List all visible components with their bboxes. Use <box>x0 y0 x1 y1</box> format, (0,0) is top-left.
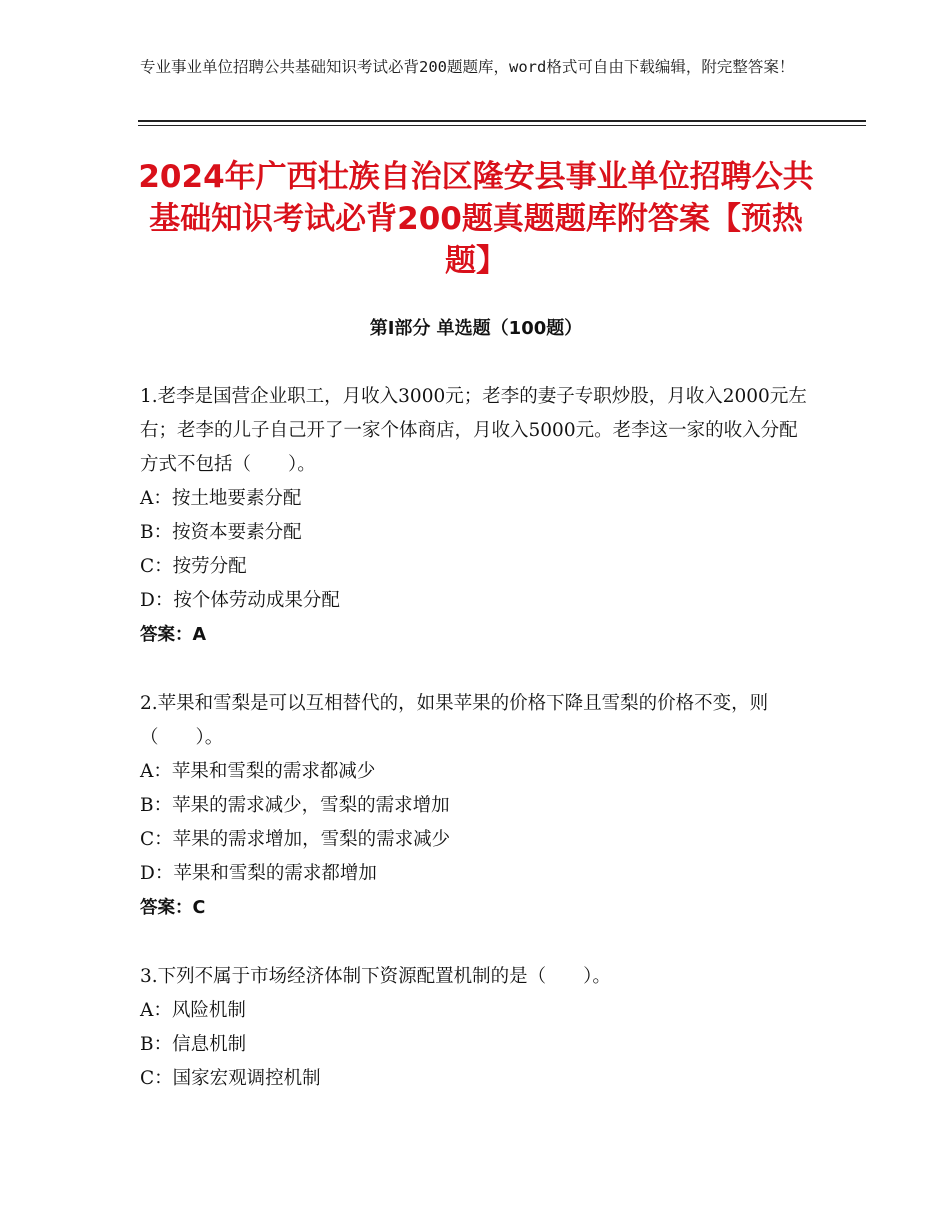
option-a: A：风险机制 <box>140 1000 246 1021</box>
option-c: C：按劳分配 <box>140 556 247 577</box>
option-b: B：按资本要素分配 <box>140 522 302 543</box>
option-b: B：苹果的需求减少，雪梨的需求增加 <box>140 795 450 816</box>
question-stem: 2.苹果和雪梨是可以互相替代的，如果苹果的价格下降且雪梨的价格不变，则（ ）。 <box>140 693 769 748</box>
option-c: C：国家宏观调控机制 <box>140 1068 321 1089</box>
question-stem: 1.老李是国营企业职工，月收入3000元；老李的妻子专职炒股，月收入2000元左右；老李的儿子自己开了一家个体商店，月收入5000元。老李这一家的收入分配方式不包括（ ）。 <box>140 386 807 475</box>
question-3 <box>140 960 810 1096</box>
section-title: 第Ⅰ部分 单选题（100题） <box>369 318 583 339</box>
header-divider <box>138 120 866 122</box>
answer: 答案：C <box>140 898 206 918</box>
answer: 答案：A <box>140 625 207 645</box>
option-b: B：信息机制 <box>140 1034 247 1055</box>
header-divider-thin <box>138 125 866 126</box>
question-stem: 3.下列不属于市场经济体制下资源配置机制的是（ ）。 <box>140 966 611 987</box>
option-a: A：按土地要素分配 <box>140 488 302 509</box>
option-d: D：按个体劳动成果分配 <box>140 590 340 611</box>
option-d: D：苹果和雪梨的需求都增加 <box>140 863 377 884</box>
question-1 <box>140 380 810 652</box>
option-c: C：苹果的需求增加，雪梨的需求减少 <box>140 829 451 850</box>
option-a: A：苹果和雪梨的需求都减少 <box>140 761 376 782</box>
question-2 <box>140 687 810 925</box>
document-title: 2024年广西壮族自治区隆安县事业单位招聘公共基础知识考试必背200题真题题库附答案【预热题】 <box>138 159 814 279</box>
header-note: 专业事业单位招聘公共基础知识考试必背200题题库，word格式可自由下载编辑，附完整答案！ <box>140 58 795 76</box>
